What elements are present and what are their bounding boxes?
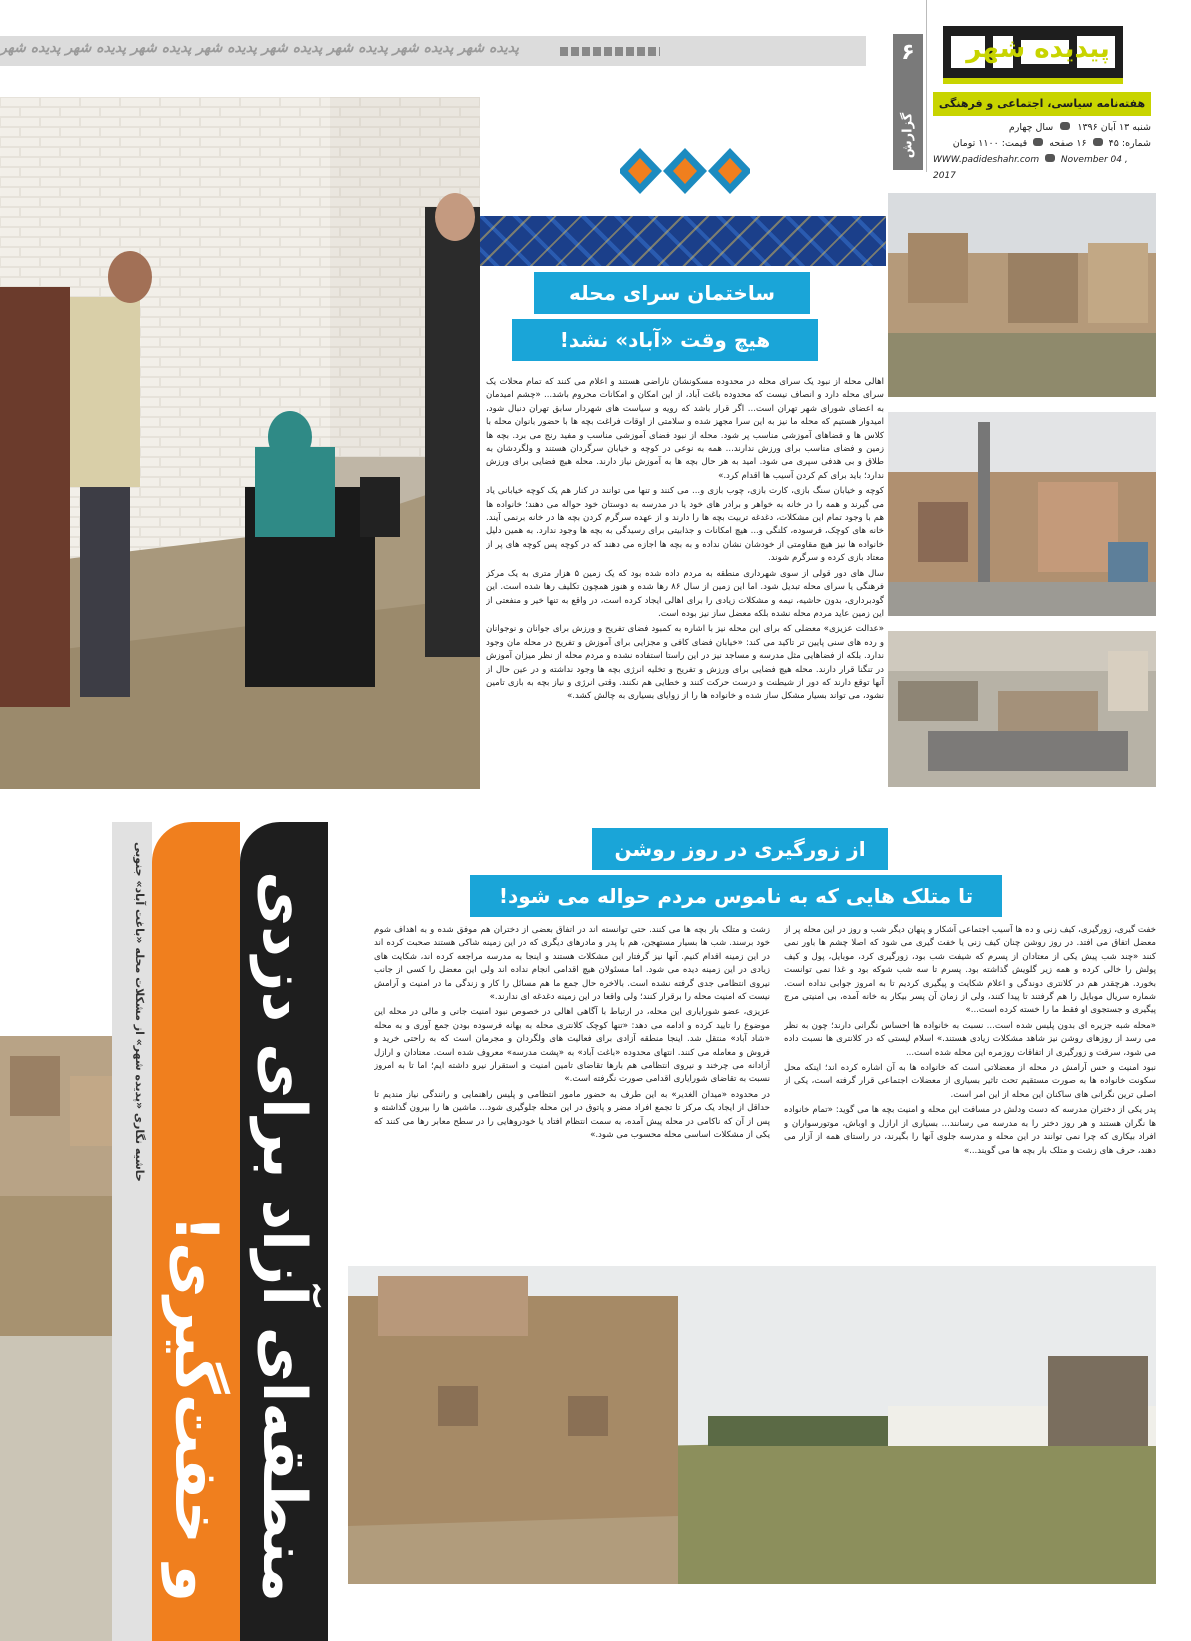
- side-caption: حاشیه نگاری «پدیده شهر» از مشکلات محله «باغت آباد» جنوبی: [133, 842, 146, 1182]
- date-en: November 04 , 2017: [933, 155, 1128, 181]
- article2-title-line2: تا متلک هایی که به ناموس مردم حواله می شود!: [470, 875, 1002, 917]
- article1-body: [486, 376, 884, 794]
- article1-paragraph: سال های دور قولی از سوی شهرداری منطقه به مردم داده شده بود که یک زمین ۵ هزار متری به یک مرکز فرهنگی یا سرای محله تبدیل شود. اما این زمین از سال ۸۶ رها شده و هنوز همچون تکلیف رها شده است. این گودبرداری، بدون حاشیه، نیمه و مشکلات زیادی را برای اهالی ایجاد کرده است، در واقع به تنها خیر و منفعتی از این زمین عاید مردم محله نشده بلکه معضل ساز نیز بوده است.: [486, 568, 884, 619]
- top-strip-text: پدیده شهر پدیده شهر پدیده شهر پدیده شهر پدیده شهر پدیده شهر پدیده شهر پدیده شهر: [0, 40, 519, 56]
- issue-info: [933, 120, 1151, 184]
- article2-paragraph: در محدوده «میدان الغدیر» به این طرف به حضور مامور انتظامی و پلیس راهنمایی و رانندگی نیاز مندیم تا حداقل از ایجاد یک مرکز تا تجمع افراد مضر و پاتوق در این محله جلوگیری شود... ماشین ها را بیرون گذاشته و پس از آن که ناکامی در محله پیش آمده، به سمت انتظام افتاد یا خودروهایی را در سطح معابر رها می کنند که یکی از مشکلات اساسی محله محسوب می شود.»: [374, 1089, 770, 1141]
- photo-neighborhood-houses: [888, 193, 1156, 397]
- issue-line: شماره: ۴۵: [1108, 138, 1151, 149]
- article1-title-line1: ساختمان سرای محله: [534, 272, 810, 314]
- article1-title-line2: هیچ وقت «آباد» نشد!: [512, 319, 818, 361]
- page-number-tab: [893, 34, 923, 170]
- pages-line: ۱۶ صفحه: [1049, 138, 1087, 149]
- page-number: ۶: [901, 40, 915, 65]
- side-caption-band: [112, 822, 152, 1641]
- photo-field-and-buildings: [348, 1266, 1156, 1584]
- logo-text: پیدیده شهر: [966, 34, 1110, 64]
- article2-title-line1: از زورگیری در روز روشن: [592, 828, 888, 870]
- article1-paragraph: اهالی محله از نبود یک سرای محله در محدوده مسکونشان ناراضی هستند و اعلام می کنند که تمام محلات یک سرای محله دارد و انصاف نیست که محدوده باغت آباد، از این امکان و امکانات محروم باشد... «چشم امیدمان به اعضای شورای شهر تهران است... اگر قرار باشد که رویه و سیاست های شهردار سابق تهران دنبال شود، امیدوار هستیم که محله ما نیز به این سرا مجهز شده و سلامتی از اوقات فراغت بچه ها با حضور بانوان محله با کلاس ها و فضاهای آموزشی مناسب پر شود. محله از نبود فضای آموزشی مناسب و مفید رنج می برد. بچه ها زمین و فضای مناسب برای ورزش ندارند... همه به نوعی در کوچه و خیابان سرگردان هستند و ولگردشان به طلاق و بی هدفی سپری می شود. امید به هر حال بچه ها به آموزش نیاز دارند. محله هیچ فضایی برای ورزش ندارد؛ باید برای کم کردن آسیب ها اقدام کرد.»: [486, 377, 884, 481]
- masthead: [926, 0, 1157, 181]
- top-strip: [0, 36, 866, 66]
- top-strip-dots: [560, 47, 660, 56]
- side-photo: [0, 1036, 128, 1641]
- photo-street-with-pole: [888, 412, 1156, 616]
- article2-paragraph: خفت گیری، زورگیری، کیف زنی و ده ها آسیب اجتماعی آشکار و پنهان دیگر شب و روز در این محله پر از معضل اتفاق می افتد. در روز روشن چنان کیف زنی یا خفت گیری می شود که اصلا چشم ها باور نمی کنند «چند شب پیش یکی از معتادان از پسرم که شیفت شب بود، زورگیری کرد، موبایل، پول و کیف پولش را خالی کرده و همه زیر گلویش گذاشته بود. پسرم تا سه شب شوکه بود و غذا نمی توانست بخورد. هرچقدر هم در کلانتری دوندگی و اعلام شکایت و پیگیری کردیم تا به امروز جوابی نداده است. شماره سریال موبایل را هم گرفتند تا پیدا کنند، ولی از زمان آن پسر بیکار به خانه آمده، بی امنیتی مرج پیگیری و جستجوی او فقط ما را خسته کرده است...»: [784, 925, 1156, 1016]
- article2-paragraph: «محله شبه جزیره ای بدون پلیس شده است... نسبت به خانواده ها احساس نگرانی دارند؛ چون به نظر می رسد از روزهای روشن نیز شاهد مشکلات زیادی هستند.» اسلام لیستی که در کلانتری ها نسبت داده می شود، سرقت و زورگیری از اتفاقات روزمره این محله شده است...: [784, 1020, 1156, 1058]
- article1-paragraph: کوچه و خیابان سنگ بازی، کارت بازی، چوب بازی و... می کنند و تنها می توانند در کنار هم یک کوچه خیابانی یاد می گیرند و همه را در خانه به خواهر و برادر های خود یا در مدرسه به دوستان خود حواله می دهند؛ خانواده ها هم با وجود تمام این مشکلات، دغدغه تربیت بچه ها را دارند و از عهده سرگرم کردن بچه ها در خانه برنمی آیند. خانه های کوچک، فرسوده، کلنگی و... هیچ امکانات و جذابیتی برای رسیدگی به بچه ها وجود ندارد. به همین دلیل خانواده ها نیز هیچ مقاومتی از خودشان نشان نداده و به بچه ها اجازه می دهند که در کوچه پس کوچه های پر از معتاد بازی کرده و سرگرم شوند.: [486, 486, 884, 564]
- section-label: گزارش: [900, 112, 916, 159]
- article2-paragraph: عزیزی، عضو شورایاری این محله، در ارتباط با آگاهی اهالی در خصوص نبود امنیت جانی و مالی در محله این موضوع را تایید کرده و ادامه می دهد: «تنها کوچک کلانتری محله به بهانه فرسوده بودن جمع آوری و به محله «شاد آباد» منتقل شد. اینجا منطقه آزادی برای فعالیت های ولگردان و مجرمان است که به راحتی خرید و فروش و معامله می کنند. انتهای محدوده «باغت آباد» به «پشت مدرسه» معروف شده است. معتادان و ارازل آزادانه می چرخند و نیروی انتظامی هم بارها تقاضای تامین امنیت و استقرار نیرو داشته ایم؛ اما تا به امروز نسبت به تقاضای شورایاری اقدامی صورت نگرفته است.»: [374, 1007, 770, 1085]
- year-line: سال چهارم: [1008, 122, 1054, 133]
- article1-paragraph: «عدالت عزیزی» معضلی که برای این محله نیز با اشاره به کمبود فضای تفریح و ورزش برای جوانان و نوجوانان و رده های سنی پایین تر تاکید می کند: «خیابان فضای کافی و مجزایی برای آموزش و تفریح در محله مان وجود ندارد. بلکه از فضاهایی مثل مدرسه و مساجد نیز در این راستا استفاده نشده و مردم محله از نظر میزان آموزش در تنگنا قرار دارند. محله هیچ فضایی برای ورزش و تفریح و تخلیه انرژی بچه ها وجود نداشته و در عین حال از آنها توقع دارند که دور از شیطنت و درست حرکت کنند و خطایی هم نکنند. وقتی انرژی و نیاز بچه به بازی تامین نشود، می تواند بسیار مشکل ساز شده و خانواده ها را از زوایای بسیاری به چالش کشد.»: [486, 624, 884, 702]
- photo-aerial-neighborhood: [888, 631, 1156, 787]
- website: WWW.padideshahr.com: [933, 155, 1040, 165]
- date-line: شنبه ۱۳ آبان ۱۳۹۶: [1077, 122, 1151, 133]
- ornament-tile-band: [480, 216, 886, 266]
- side-title: [152, 822, 328, 1641]
- article2-column-right: [784, 924, 1156, 1254]
- ornament-diamonds: [620, 146, 750, 196]
- masthead-logo: [933, 18, 1147, 86]
- article2-paragraph: زشت و متلک بار بچه ها می کنند. حتی توانسته اند در اتفاق بعضی از دختران هم موفق شده و به اهداف شوم خود برسند. شب ها بسیار مستهجن، هم با پدر و مادرهای دیگری که در این زمینه شاکی هستند صحبت کرده اند در این زمینه اقدام کنیم. آنها نیز گرفتار این مشکلات هستند و اینجا به مدرسه مراجعه کرده اند، شکایت های زیادی در این زمینه دیده می شود. اما مسئولان هیچ اقدامی انجام نداده اند ولی این معضل را کسی از جانب نیروی انتظامی جدی گرفته نشده است. بالاخره حال جمع ما هم مسائل را کار و زندگی ما در امنیت و آرامش نیست که امنیت محله را برقرار کنند؛ ولی واقعا در این زمینه دغدغه ای ندارند.»: [374, 925, 770, 1003]
- tagline: هفته‌نامه سیاسی، اجتماعی و فرهنگی: [938, 97, 1146, 110]
- side-title-text: منطقه‌ای آزاد برای دزدی و خفت‌گیری!: [161, 871, 319, 1602]
- price-line: قیمت: ۱۱۰۰ تومان: [952, 138, 1028, 149]
- tagline-band: [933, 92, 1151, 116]
- article2-column-left: [374, 924, 770, 1254]
- article2-paragraph: پدر یکی از دختران مدرسه که دست ودلش در مسافت این محله و امنیت بچه ها می گوید: «تمام خانواده ها نگران هستند و هر روز دختر را به مدرسه می رسانند... بسیاری از ارازل و اوباش، موتورسواران و افراد بیکاری که چرا نمی توانند در این محله و مدرسه جلوی آنها را بگیرند، در راستای همه از آزار می دهند، حرف های زشت و متلک بار بچه ها می گویند...»: [784, 1105, 1156, 1156]
- photo-people-by-wall: [0, 97, 480, 789]
- article2-paragraph: نبود امنیت و حس آرامش در محله از معضلاتی است که خانواده ها به آن اشاره کرده اند؛ اینکه محل سکونت خانواده ها به صورت مستقیم تحت تاثیر بسیاری از معضلات اجتماعی قرار گرفته است، یکی از اصلی ترین نگرانی های ساکنان این محله از این امر است.: [784, 1063, 1156, 1100]
